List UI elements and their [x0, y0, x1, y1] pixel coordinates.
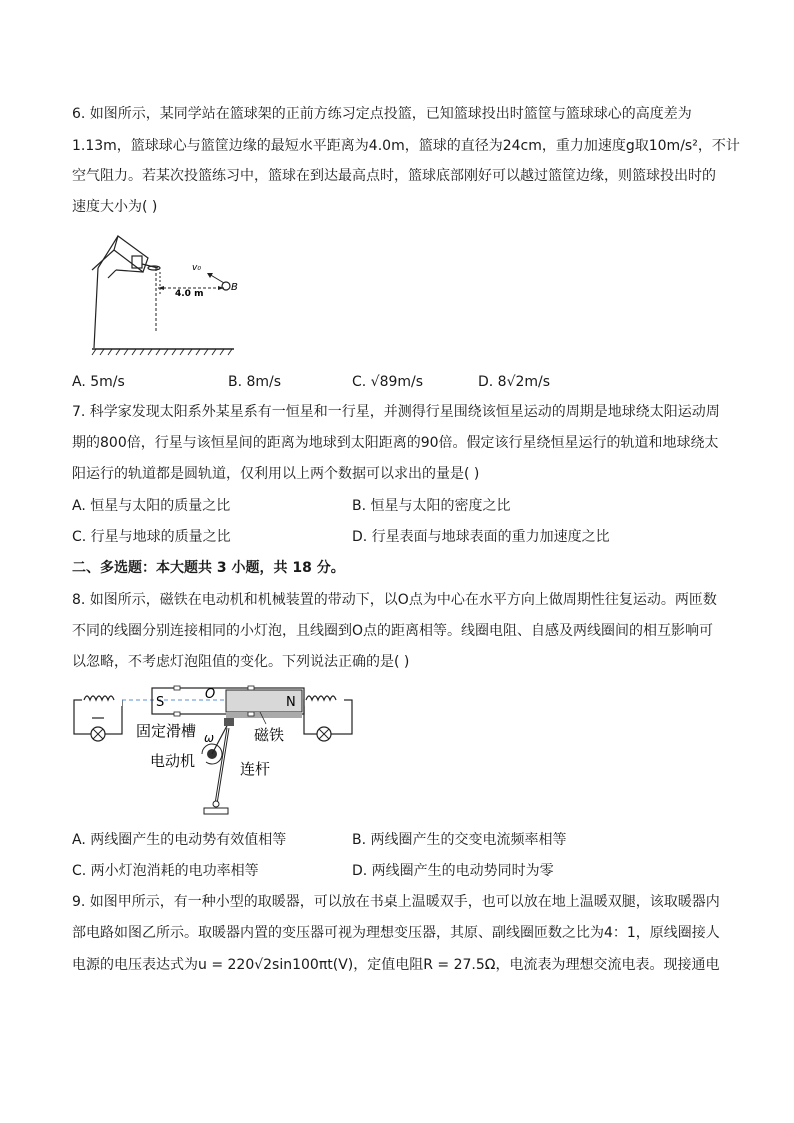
q8-option-d[interactable]: D. 两线圈产生的电动势同时为零	[352, 863, 554, 879]
v0-label: v₀	[192, 263, 201, 273]
q7-option-d[interactable]: D. 行星表面与地球表面的重力加速度之比	[352, 529, 610, 545]
rod-label: 连杆	[240, 760, 271, 778]
o-point-label: O	[205, 687, 216, 702]
q8-option-c[interactable]: C. 两小灯泡消耗的电功率相等	[72, 863, 259, 879]
point-b-label: B	[231, 282, 238, 293]
magnet-coil-figure	[70, 684, 360, 818]
distance-label: 4.0 m	[175, 289, 204, 299]
q7-option-a[interactable]: A. 恒星与太阳的质量之比	[72, 498, 231, 514]
q6-option-c[interactable]: C. √89m/s	[352, 374, 424, 390]
q6-option-b[interactable]: B. 8m/s	[228, 374, 282, 390]
s-pole-label: S	[156, 695, 165, 710]
q6-option-a[interactable]: A. 5m/s	[72, 374, 125, 390]
q8-line-2: 不同的线圈分别连接相同的小灯泡，且线圈到O点的距离相等。线圈电阻、自感及两线圈间的相互影响可	[72, 623, 714, 639]
basketball-figure	[88, 228, 238, 358]
q8-line-1: 8. 如图所示，磁铁在电动机和机械装置的带动下，以O点为中心在水平方向上做周期性往复运动。两匝数	[72, 592, 717, 608]
q7-line-1: 7. 科学家发现太阳系外某星系有一恒星和一行星，并测得行星围绕该恒星运动的周期是地球绕太阳运动周	[72, 404, 720, 420]
q6-line-3: 空气阻力。若某次投篮练习中，篮球在到达最高点时，篮球底部刚好可以越过篮筐边缘，则篮球投出时的	[72, 168, 716, 184]
n-pole-label: N	[286, 695, 296, 710]
q9-line-3: 电源的电压表达式为u = 220√2sin100πt(V)，定值电阻R = 27.5Ω，电流表为理想交流电表。现接通电	[72, 957, 720, 973]
q7-option-b[interactable]: B. 恒星与太阳的密度之比	[352, 498, 511, 514]
magnet-label: 磁铁	[254, 726, 285, 744]
motor-label: 电动机	[150, 752, 196, 770]
slot-label: 固定滑槽	[136, 722, 197, 740]
q6-line-2: 1.13m，篮球球心与篮筐边缘的最短水平距离为4.0m，篮球的直径为24cm，重力加速度g取10m/s²，不计	[72, 138, 740, 154]
q9-line-2: 部电路如图乙所示。取暖器内置的变压器可视为理想变压器，其原、副线圈匝数之比为4：1，原线圈接人	[72, 925, 720, 941]
q8-option-b[interactable]: B. 两线圈产生的交变电流频率相等	[352, 832, 567, 848]
section-2-heading: 二、多选题：本大题共 3 小题，共 18 分。	[72, 560, 345, 576]
q8-option-a[interactable]: A. 两线圈产生的电动势有效值相等	[72, 832, 287, 848]
q7-line-3: 阳运行的轨道都是圆轨道，仅利用以上两个数据可以求出的量是( )	[72, 466, 480, 482]
q6-line-4: 速度大小为( )	[72, 199, 158, 215]
q7-option-c[interactable]: C. 行星与地球的质量之比	[72, 529, 231, 545]
q6-option-d[interactable]: D. 8√2m/s	[478, 374, 551, 390]
q9-line-1: 9. 如图甲所示，有一种小型的取暖器，可以放在书桌上温暖双手，也可以放在地上温暖双腿，该取暖器内	[72, 894, 720, 910]
omega-label: ω	[204, 731, 215, 745]
q8-line-3: 以忽略，不考虑灯泡阻值的变化。下列说法正确的是( )	[72, 654, 410, 670]
q6-line-1: 6. 如图所示，某同学站在篮球架的正前方练习定点投篮，已知篮球投出时篮筐与篮球球心的高度差为	[72, 106, 692, 122]
q7-line-2: 期的800倍，行星与该恒星间的距离为地球到太阳距离的90倍。假定该行星绕恒星运行的轨道和地球绕太	[72, 435, 719, 451]
